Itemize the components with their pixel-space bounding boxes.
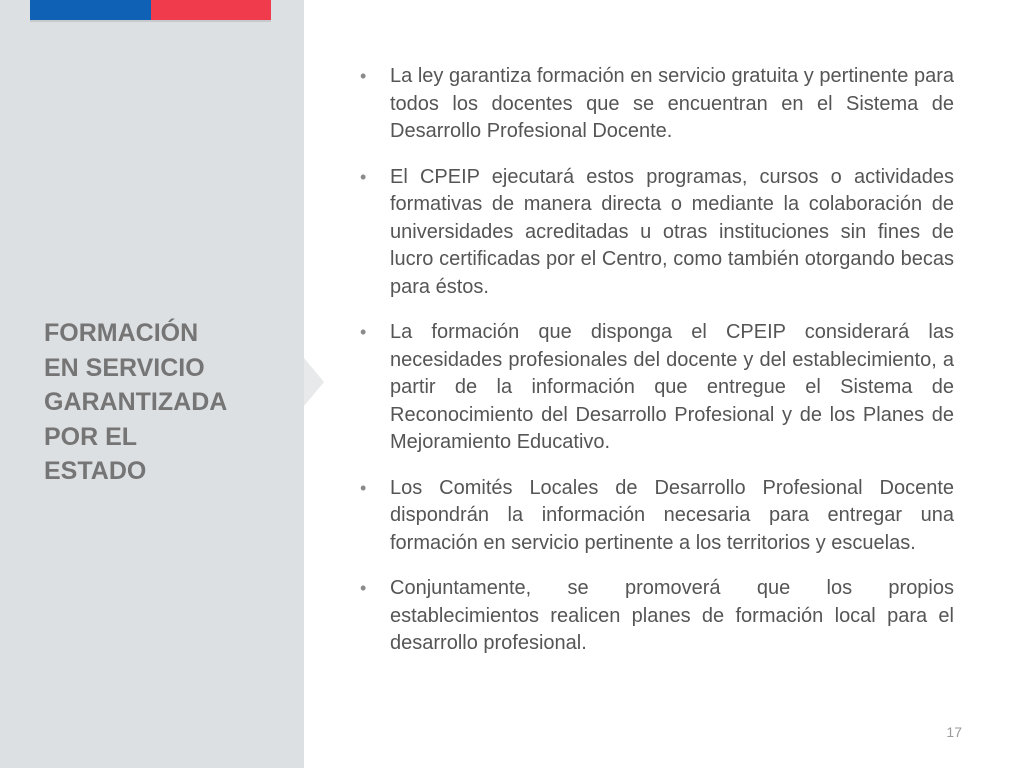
bullet-item [360, 63, 954, 146]
bullet-text: Los Comités Locales de Desarrollo Profesional Docente dispondrán la información necesaria para entregar una formación en servicio pertinente a los territorios y escuelas. [390, 476, 954, 554]
page-number: 17 [946, 724, 962, 740]
flag-blue-block [30, 0, 151, 20]
section-title-line: GARANTIZADA [44, 388, 228, 416]
bullet-item [360, 475, 954, 558]
bullet-text: La ley garantiza formación en servicio gratuita y pertinente para todos los docentes que se encuentran en el Sistema de Desarrollo Profesional Docente. [390, 65, 954, 142]
bullet-dot-icon: • [360, 322, 367, 342]
bullet-item [360, 164, 954, 302]
bullet-dot-icon: • [360, 66, 367, 86]
sidebar-arrow-notch [304, 358, 324, 406]
bullet-dot-icon: • [360, 477, 367, 498]
section-title-line: EN SERVICIO [44, 353, 205, 382]
bullet-text: Conjuntamente, se promoverá que los propios establecimientos realicen planes de formación local para el desarrollo profesional. [390, 577, 954, 654]
bullet-dot-icon: • [360, 166, 367, 187]
section-title-line: ESTADO [44, 457, 147, 485]
bullet-text: La formación que disponga el CPEIP considerará las necesidades profesionales del docente y del establecimiento, a partir de la información que entregue el Sistema de Reconocimiento del Desarrollo Profesional y de los Planes de Mejoramiento Educativo. [390, 321, 954, 453]
section-title-line: POR EL [44, 422, 138, 451]
flag-red-block [151, 0, 271, 20]
bullet-item [360, 575, 954, 658]
section-title [44, 316, 284, 489]
bullet-list [360, 63, 954, 676]
sidebar-panel [0, 0, 304, 768]
flag-stripe [30, 0, 271, 20]
bullet-text: El CPEIP ejecutará estos programas, cursos o actividades formativas de manera directa o mediante la colaboración de universidades acreditadas u otras instituciones sin fines de lucro certificadas por el Centro, como también otorgando becas para éstos. [390, 165, 954, 298]
bullet-item [360, 319, 954, 457]
bullet-dot-icon: • [360, 578, 367, 598]
section-title-line: FORMACIÓN [44, 319, 199, 347]
flag-shadow [30, 20, 271, 22]
